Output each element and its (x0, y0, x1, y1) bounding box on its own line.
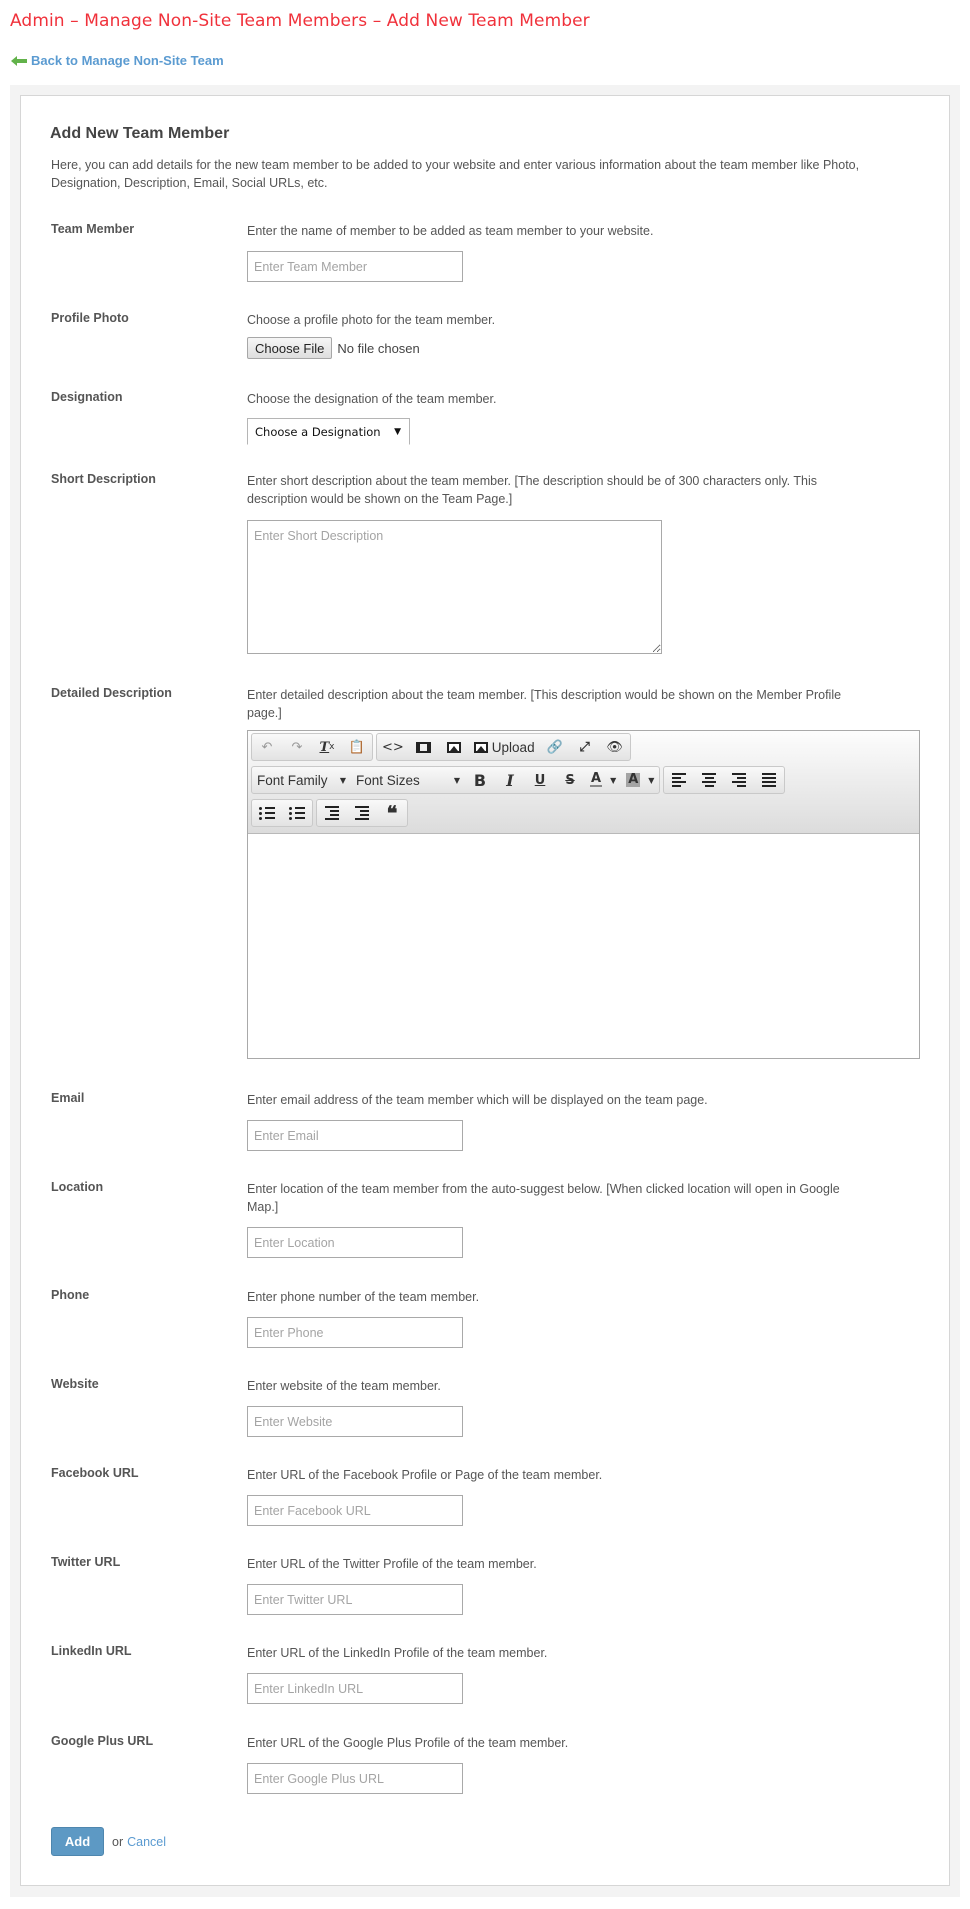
detailed-description-label: Detailed Description (51, 686, 172, 700)
paste-text-icon[interactable]: 📋 (348, 739, 366, 755)
background-color-icon: A (628, 772, 639, 787)
website-input[interactable] (247, 1406, 463, 1437)
upload-image-icon (474, 742, 488, 753)
google-plus-label: Google Plus URL (51, 1734, 154, 1748)
align-center-icon[interactable] (694, 767, 724, 793)
strikethrough-button[interactable] (555, 767, 585, 793)
video-icon[interactable] (409, 734, 439, 760)
designation-selected-value: Choose a Designation (255, 424, 381, 439)
website-label: Website (51, 1377, 99, 1391)
numbered-list-icon[interactable] (282, 800, 312, 826)
twitter-input[interactable] (247, 1584, 463, 1615)
designation-label: Designation (51, 390, 123, 404)
team-member-input[interactable] (247, 251, 463, 282)
form-panel (10, 85, 960, 1897)
linkedin-help: Enter URL of the LinkedIn Profile of the team member. (247, 1646, 548, 1660)
profile-photo-file-input (247, 337, 887, 359)
align-justify-icon[interactable] (754, 767, 784, 793)
short-description-help: Enter short description about the team member. [The description should be of 300 characters only. This description would be shown on the Team Page.] (247, 474, 817, 506)
align-right-icon[interactable] (724, 767, 754, 793)
facebook-label: Facebook URL (51, 1466, 139, 1480)
choose-file-button[interactable]: Choose File (247, 337, 332, 359)
blockquote-icon[interactable]: ❝ (386, 801, 398, 825)
designation-select[interactable] (247, 418, 410, 445)
designation-help: Choose the designation of the team member. (247, 392, 497, 406)
upload-label: Upload (491, 739, 535, 755)
cancel-link[interactable]: Cancel (127, 1834, 167, 1849)
font-family-label: Font Family (257, 772, 328, 788)
location-help: Enter location of the team member from the auto-suggest below. [When clicked location will open in Google Map.] (247, 1182, 840, 1214)
dropdown-arrow-icon: ▼ (394, 426, 401, 437)
phone-input[interactable] (247, 1317, 463, 1348)
page-title: Admin – Manage Non-Site Team Members – Add New Team Member (10, 11, 590, 31)
italic-button[interactable]: I (506, 770, 514, 790)
facebook-input[interactable] (247, 1495, 463, 1526)
text-color-button[interactable] (585, 767, 621, 793)
detailed-description-help: Enter detailed description about the team member. [This description would be shown on the Member Profile page.] (247, 688, 842, 720)
font-sizes-dropdown[interactable] (351, 767, 465, 793)
undo-icon[interactable]: ↶ (261, 739, 273, 755)
file-status: No file chosen (337, 340, 420, 356)
website-help: Enter website of the team member. (247, 1379, 441, 1393)
editor-content-area[interactable] (248, 835, 919, 1058)
location-label: Location (51, 1180, 104, 1194)
twitter-label: Twitter URL (51, 1555, 121, 1569)
code-view-icon[interactable]: <> (382, 739, 404, 755)
back-arrow-icon (11, 57, 27, 65)
underline-icon: U (534, 772, 546, 788)
phone-help: Enter phone number of the team member. (247, 1290, 480, 1304)
profile-photo-label: Profile Photo (51, 311, 129, 325)
font-family-dropdown[interactable] (252, 767, 351, 793)
bullet-list-icon[interactable] (252, 800, 282, 826)
twitter-help: Enter URL of the Twitter Profile of the team member. (247, 1557, 537, 1571)
fullscreen-icon[interactable]: ⤢ (579, 739, 590, 755)
image-icon[interactable] (439, 734, 469, 760)
back-link-label: Back to Manage Non-Site Team (31, 53, 224, 68)
or-text: or (112, 1834, 124, 1849)
indent-icon[interactable] (347, 800, 377, 826)
preview-eye-icon[interactable]: 👁 (606, 739, 623, 755)
back-to-manage-link[interactable] (11, 53, 224, 68)
text-color-icon: A (591, 771, 602, 786)
facebook-help: Enter URL of the Facebook Profile or Page of the team member. (247, 1468, 603, 1482)
location-input[interactable] (247, 1227, 463, 1258)
editor-toolbar (248, 731, 919, 834)
background-color-button[interactable] (621, 767, 659, 793)
caret-down-icon: ▼ (453, 775, 460, 785)
email-input[interactable] (247, 1120, 463, 1151)
form-container (20, 95, 950, 1886)
bold-button[interactable]: B (473, 770, 487, 790)
google-plus-help: Enter URL of the Google Plus Profile of the team member. (247, 1736, 569, 1750)
caret-down-icon: ▼ (610, 775, 617, 785)
upload-button[interactable] (469, 734, 540, 760)
form-actions (51, 1827, 166, 1856)
link-icon[interactable]: 🔗 (546, 739, 563, 755)
outdent-icon[interactable] (317, 800, 347, 826)
email-help: Enter email address of the team member which will be displayed on the team page. (247, 1093, 708, 1107)
team-member-label: Team Member (51, 222, 135, 236)
form-intro: Here, you can add details for the new team member to be added to your website and enter various information about the team member like Photo, Designation, Description, Email, Social URLs, etc. (51, 158, 860, 190)
linkedin-label: LinkedIn URL (51, 1644, 132, 1658)
profile-photo-help: Choose a profile photo for the team member. (247, 313, 496, 327)
form-title: Add New Team Member (50, 125, 230, 142)
linkedin-input[interactable] (247, 1673, 463, 1704)
font-sizes-label: Font Sizes (356, 772, 420, 788)
clear-format-icon[interactable]: T x (319, 739, 335, 755)
short-description-label: Short Description (51, 472, 156, 486)
caret-down-icon: ▼ (339, 775, 346, 785)
strikethrough-icon: S (565, 772, 575, 788)
align-left-icon[interactable] (664, 767, 694, 793)
google-plus-input[interactable] (247, 1763, 463, 1794)
team-member-help: Enter the name of member to be added as team member to your website. (247, 224, 654, 238)
caret-down-icon: ▼ (648, 775, 655, 785)
email-label: Email (51, 1091, 85, 1105)
short-description-textarea[interactable] (247, 520, 662, 654)
redo-icon[interactable]: ↷ (291, 739, 303, 755)
phone-label: Phone (51, 1288, 90, 1302)
underline-button[interactable] (525, 767, 555, 793)
rich-text-editor (247, 730, 920, 1059)
add-button[interactable]: Add (51, 1827, 104, 1856)
